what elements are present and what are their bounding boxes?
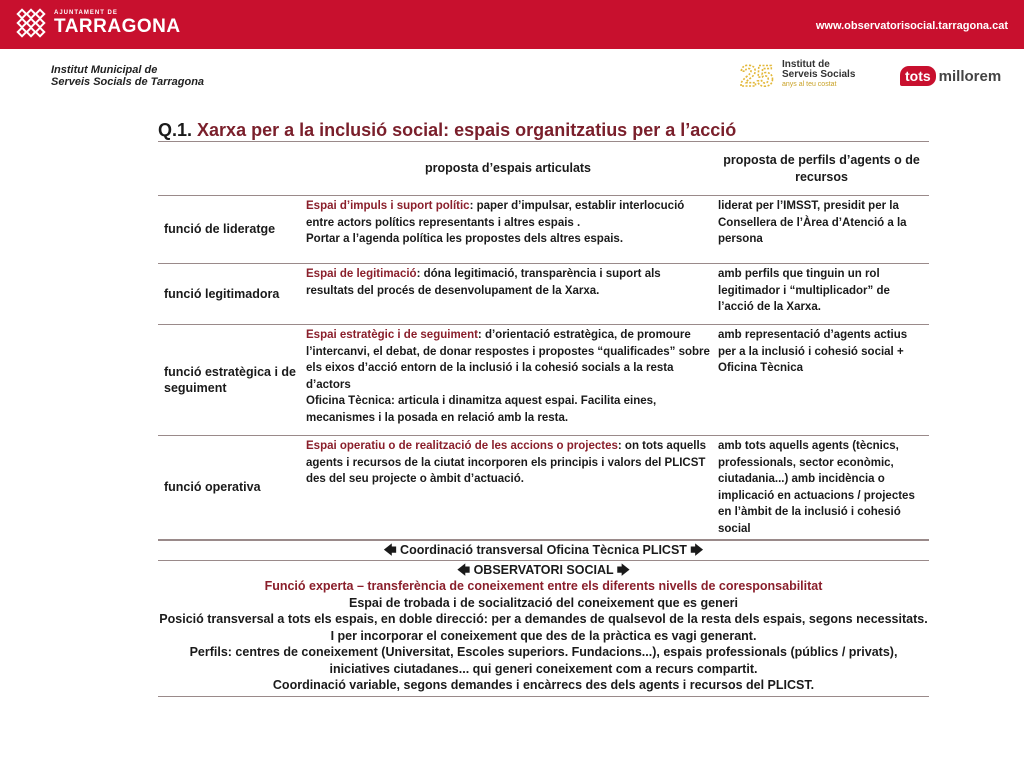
space-highlight: Espai d’impuls i suport polític <box>306 200 470 212</box>
coordination-line <box>158 540 929 561</box>
space-highlight: Espai estratègic i de seguiment <box>306 329 478 341</box>
row-agents: liderat per l’IMSST, presidit per la Consellera de l’Àrea d’Atenció a la persona <box>714 196 929 264</box>
title-text: Xarxa per a la inclusió social: espais organitzatius per a l’acció <box>197 120 737 140</box>
iss-25-anniversary-icon <box>738 58 778 90</box>
row-function: funció estratègica i de seguiment <box>158 325 302 436</box>
row-agents: amb tots aquells agents (tècnics, professionals, sector econòmic, ciutadania...) amb incidència o implicació en actuacions / projectes en l’àmbit de la inclusió i cohesió social <box>714 436 929 540</box>
profiles-text: Perfils: centres de coneixement (Universitat, Escoles superiors. Fundacions...), espais professionals (públics / privats), iniciatives ciutadanes... qui generi coneixement com a recurs compartit. <box>189 645 898 676</box>
iss-logo-text <box>782 60 855 90</box>
observatory-text: OBSERVATORI SOCIAL <box>473 562 614 577</box>
space-description: : on tots aquells agents i recursos de la ciutat incorporen els principis i valors del PLICST des del seu projecte o àmbit d’actuació. <box>306 440 707 485</box>
row-agents: amb perfils que tinguin un rol legitimador i “multiplicador” de l’acció de la Xarxa. <box>714 264 929 325</box>
space-highlight: Espai operatiu o de realització de les accions o projectes <box>306 440 618 452</box>
logo-small-text: AJUNTAMENT DE <box>54 10 118 16</box>
site-url-link[interactable]: www.observatorisocial.tarragona.cat <box>815 20 1008 32</box>
tots-badge: tots <box>900 66 936 86</box>
table-header-row <box>158 142 929 196</box>
observatory-block <box>158 561 929 697</box>
table-row <box>158 264 929 325</box>
table-row <box>158 196 929 264</box>
institut-line-1: Institut Municipal de <box>51 64 158 76</box>
expert-function-text: Funció experta – transferència de coneixement entre els diferents nivells de coresponsabilitat <box>264 579 823 593</box>
iss-tagline: anys al teu costat <box>782 81 837 88</box>
iss-25-number: 25 <box>740 60 774 90</box>
variable-coordination-text: Coordinació variable, segons demandes i encàrrecs des dels agents i recursos del PLICST. <box>272 678 815 692</box>
title-prefix: Q.1. <box>158 120 193 140</box>
arrow-left-icon: 🡄 <box>383 543 397 557</box>
space-description: : paper d’impulsar, establir interlocució entre actors polítics representants i altres espais . <box>306 200 685 229</box>
institut-name <box>51 64 204 88</box>
row-function: funció de lideratge <box>158 196 302 264</box>
row-space <box>302 325 714 436</box>
ajuntament-emblem-icon <box>16 8 46 38</box>
space-extra: Oficina Tècnica: articula i dinamitza aquest espai. Facilita eines, mecanismes i la posada en relació amb la resta. <box>306 395 657 424</box>
row-function: funció operativa <box>158 436 302 540</box>
top-header-bar <box>0 0 1024 49</box>
position-text: Posició transversal a tots els espais, en doble direcció: per a demandes de qualsevol de la resta dels espais, segons necessitats. I per incorporar el coneixement que des de la pràctica es vagi generant. <box>159 612 928 643</box>
iss-line-2: Serveis Socials <box>782 69 856 80</box>
page-title <box>158 120 736 141</box>
table-header-agents: proposta de perfils d’agents o de recursos <box>714 142 929 196</box>
logo-big-text: TARRAGONA <box>54 16 181 37</box>
table-header-empty <box>158 142 302 196</box>
row-space <box>302 436 714 540</box>
millorem-text: millorem <box>938 67 1002 85</box>
arrow-right-icon: 🡆 <box>690 543 704 557</box>
arrow-right-icon: 🡆 <box>616 562 630 577</box>
institut-line-2: Serveis Socials de Tarragona <box>51 76 205 88</box>
row-agents: amb representació d’agents actius per a la inclusió i cohesió social + Oficina Tècnica <box>714 325 929 436</box>
space-description: : d’orientació estratègica, de promoure l’intercanvi, el debat, de donar respostes i propostes “qualificades” sobre els eixos d’acció entorn de la inclusió i la cohesió socials a la resta d’actors <box>306 329 710 391</box>
row-space <box>302 196 714 264</box>
iss-line-1: Institut de <box>782 59 830 70</box>
meeting-space-text: Espai de trobada i de socialització del coneixement que es generi <box>348 595 738 610</box>
row-space <box>302 264 714 325</box>
space-description: : dóna legitimació, transparència i suport als resultats del procés de desenvolupament de la Xarxa. <box>306 268 661 297</box>
observatory-title <box>158 562 929 579</box>
tots-millorem-logo <box>900 66 1001 86</box>
bottom-section <box>158 540 929 697</box>
space-extra: Portar a l’agenda política les propostes dels altres espais. <box>306 233 624 245</box>
arrow-left-icon: 🡄 <box>457 562 471 577</box>
space-highlight: Espai de legitimació <box>306 268 417 280</box>
table-row <box>158 325 929 436</box>
row-function: funció legitimadora <box>158 264 302 325</box>
spaces-table <box>158 141 929 540</box>
ajuntament-logo[interactable] <box>16 8 181 38</box>
table-row <box>158 436 929 540</box>
coordination-text: Coordinació transversal Oficina Tècnica PLICST <box>400 543 687 557</box>
table-header-spaces: proposta d’espais articulats <box>302 142 714 196</box>
